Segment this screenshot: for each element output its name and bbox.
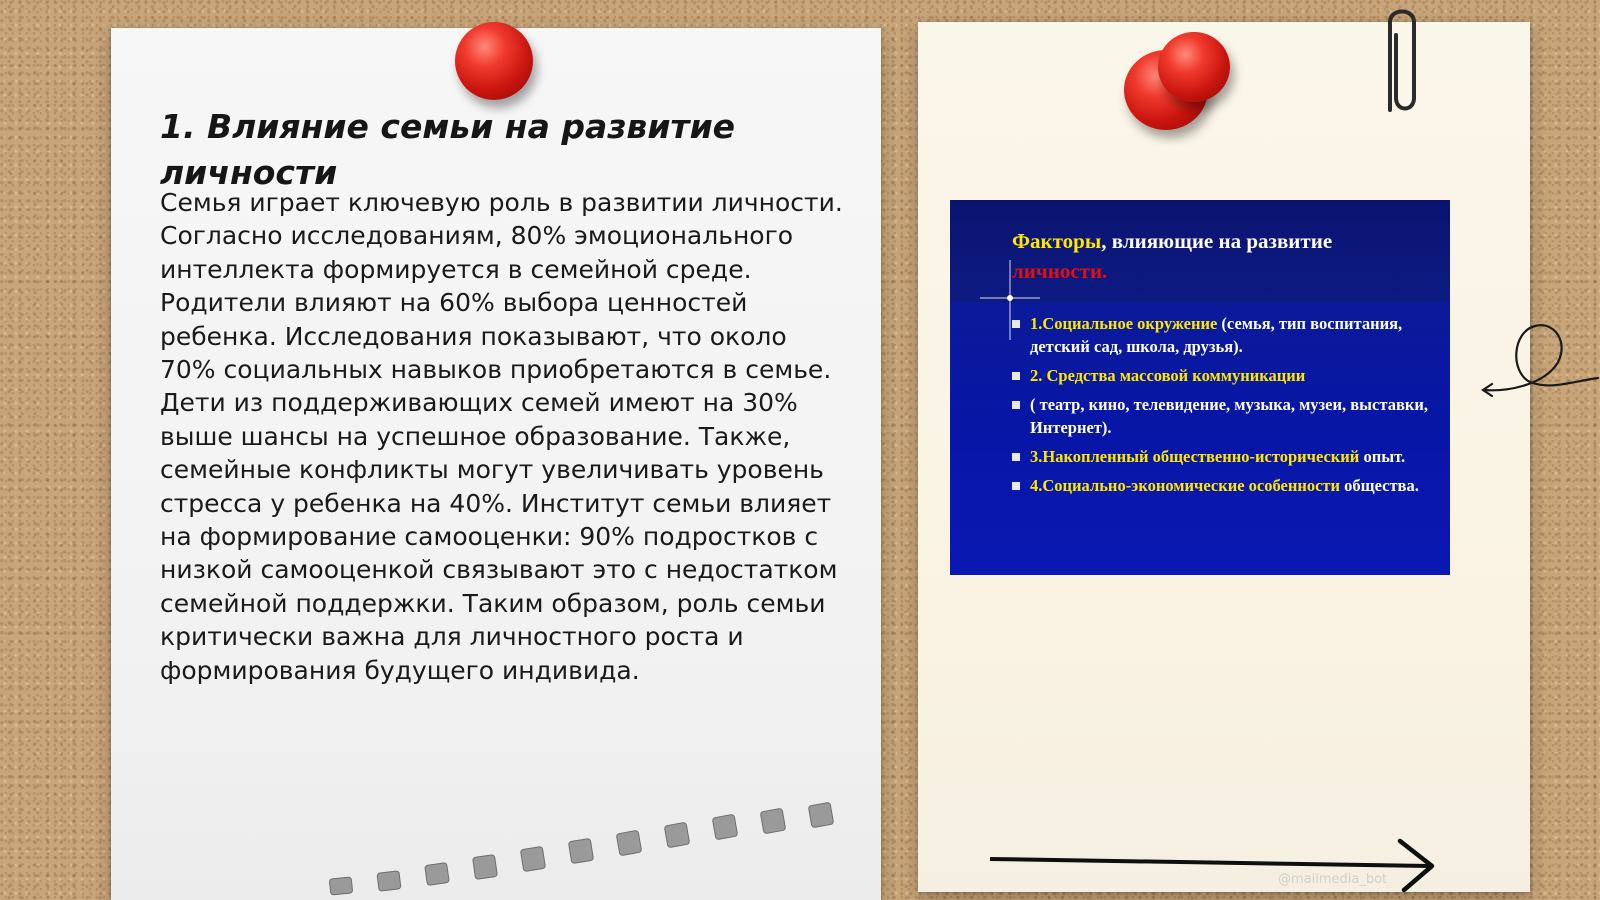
slide-title-highlight: Факторы <box>1012 229 1102 253</box>
list-item-highlight: 2. Средства массовой коммуникации <box>1030 366 1306 385</box>
list-item-text: общества. <box>1340 476 1419 495</box>
square-bullet-icon <box>1012 482 1020 490</box>
curly-arrow-doodle-icon <box>1480 310 1600 410</box>
list-item-text: опыт. <box>1359 447 1406 466</box>
factors-list <box>1010 312 1440 503</box>
list-item <box>1010 312 1440 358</box>
embedded-slide-image <box>950 200 1450 575</box>
slide-title: 1. Влияние семьи на развитие личности <box>160 107 736 192</box>
list-item-highlight: 1.Социальное окружение <box>1030 314 1218 333</box>
list-item <box>1010 393 1440 439</box>
square-bullet-icon <box>1012 320 1020 328</box>
body-paragraph: Семья играет ключевую роль в развитии личности. Согласно исследованиям, 80% эмоционального интеллекта формируется в семейной среде. Родители влияют на 60% выбора ценностей ребенка. Исследования показывают, что около 70% социальных навыков приобретаются в семье. Дети из поддерживающих семей имеют на 30% выше шансы на успешное образование. Также, семейные конфликты могут увеличивать уровень стресса у ребенка на 40%. Институт семьи влияет на формирование самооценки: 90% подростков с низкой самооценкой связывают это с недостатком семейной поддержки. Таким образом, роль семьи критически важна для личностного роста и формирования будущего индивида. <box>160 188 843 685</box>
slide-factors-title <box>1012 226 1432 286</box>
list-item <box>1010 474 1440 497</box>
list-item <box>1010 364 1440 387</box>
square-bullet-icon <box>1012 401 1020 409</box>
list-item-highlight: 4.Социально-экономические особенности <box>1030 476 1341 495</box>
slide-title-rest: , влияющие на развитие <box>1101 229 1333 253</box>
watermark-text: @mailmedia_bot <box>1278 872 1388 887</box>
notebook-spiral-decoration <box>320 800 880 900</box>
list-item <box>1010 445 1440 468</box>
paperclip-icon <box>1376 0 1436 125</box>
pushpin-icon <box>455 22 533 100</box>
square-bullet-icon <box>1012 372 1020 380</box>
list-item-text: (семья, тип воспитания, детский сад, школа, друзья). <box>1030 314 1403 356</box>
pushpin-icon <box>1158 32 1230 102</box>
slide-title-red: личности. <box>1012 259 1108 283</box>
list-item-text: ( театр, кино, телевидение, музыка, музеи, выставки, Интернет). <box>1030 395 1428 437</box>
square-bullet-icon <box>1012 453 1020 461</box>
list-item-highlight: 3.Накопленный общественно-исторический <box>1030 447 1360 466</box>
